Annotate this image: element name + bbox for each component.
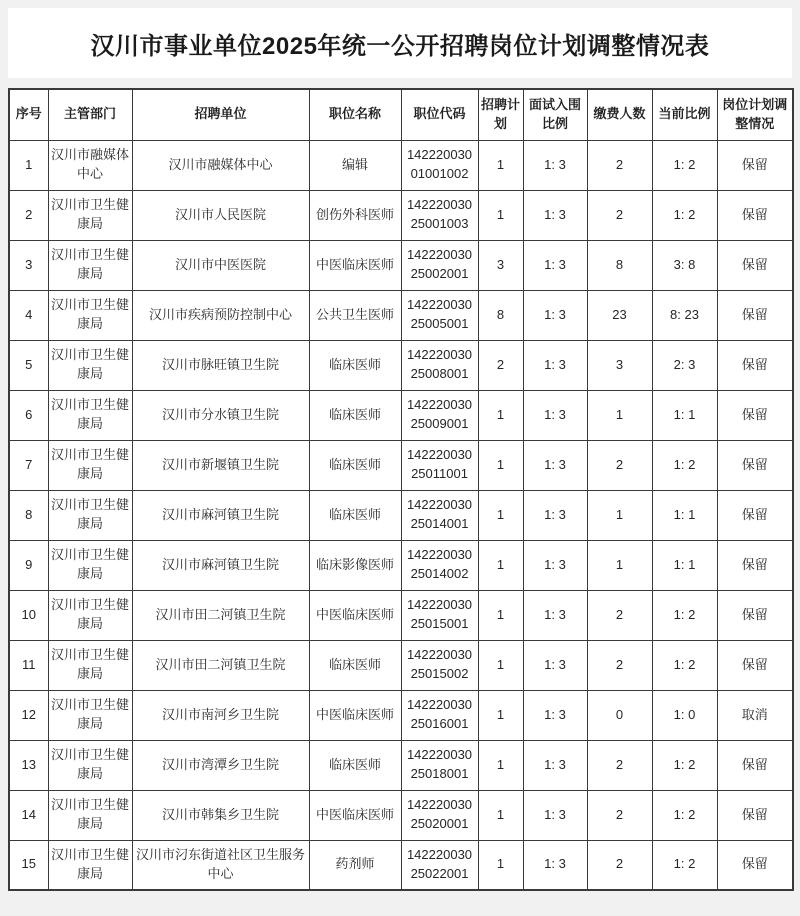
cell-dept: 汉川市融媒体中心	[48, 140, 132, 190]
cell-unit: 汉川市韩集乡卫生院	[132, 790, 309, 840]
cell-paid_count: 2	[587, 590, 652, 640]
cell-dept: 汉川市卫生健康局	[48, 340, 132, 390]
table-row	[9, 840, 793, 890]
cell-index: 10	[9, 590, 48, 640]
cell-code: 14222003025009001	[401, 390, 478, 440]
cell-adjustment: 保留	[717, 740, 793, 790]
cell-paid_count: 1	[587, 540, 652, 590]
cell-adjustment: 保留	[717, 790, 793, 840]
cell-position: 药剂师	[309, 840, 401, 890]
cell-adjustment: 保留	[717, 340, 793, 390]
cell-code: 14222003025011001	[401, 440, 478, 490]
cell-code: 14222003001001002	[401, 140, 478, 190]
cell-current_ratio: 1: 2	[652, 140, 717, 190]
table-row	[9, 190, 793, 240]
cell-interview_ratio: 1: 3	[523, 140, 587, 190]
cell-code: 14222003025015002	[401, 640, 478, 690]
cell-index: 5	[9, 340, 48, 390]
col-header-current-ratio: 当前比例	[652, 89, 717, 140]
cell-plan: 3	[478, 240, 523, 290]
cell-unit: 汉川市人民医院	[132, 190, 309, 240]
cell-dept: 汉川市卫生健康局	[48, 190, 132, 240]
cell-plan: 1	[478, 490, 523, 540]
cell-interview_ratio: 1: 3	[523, 490, 587, 540]
cell-unit: 汉川市麻河镇卫生院	[132, 540, 309, 590]
cell-dept: 汉川市卫生健康局	[48, 840, 132, 890]
cell-plan: 1	[478, 390, 523, 440]
cell-unit: 汉川市脉旺镇卫生院	[132, 340, 309, 390]
table-row	[9, 690, 793, 740]
cell-index: 11	[9, 640, 48, 690]
cell-dept: 汉川市卫生健康局	[48, 390, 132, 440]
cell-code: 14222003025005001	[401, 290, 478, 340]
table-row	[9, 640, 793, 690]
cell-plan: 1	[478, 440, 523, 490]
cell-index: 14	[9, 790, 48, 840]
cell-paid_count: 2	[587, 190, 652, 240]
table-row	[9, 740, 793, 790]
cell-position: 临床医师	[309, 740, 401, 790]
cell-current_ratio: 1: 1	[652, 540, 717, 590]
cell-interview_ratio: 1: 3	[523, 390, 587, 440]
col-header-plan: 招聘计划	[478, 89, 523, 140]
cell-plan: 8	[478, 290, 523, 340]
cell-position: 中医临床医师	[309, 790, 401, 840]
cell-interview_ratio: 1: 3	[523, 840, 587, 890]
recruitment-table	[8, 88, 794, 891]
cell-position: 创伤外科医师	[309, 190, 401, 240]
cell-paid_count: 2	[587, 440, 652, 490]
cell-plan: 1	[478, 140, 523, 190]
cell-code: 14222003025020001	[401, 790, 478, 840]
cell-code: 14222003025014001	[401, 490, 478, 540]
cell-plan: 1	[478, 690, 523, 740]
cell-position: 中医临床医师	[309, 240, 401, 290]
cell-current_ratio: 1: 2	[652, 740, 717, 790]
cell-unit: 汉川市田二河镇卫生院	[132, 590, 309, 640]
cell-unit: 汉川市湾潭乡卫生院	[132, 740, 309, 790]
cell-code: 14222003025015001	[401, 590, 478, 640]
cell-adjustment: 保留	[717, 640, 793, 690]
cell-code: 14222003025018001	[401, 740, 478, 790]
cell-interview_ratio: 1: 3	[523, 240, 587, 290]
cell-unit: 汉川市新堰镇卫生院	[132, 440, 309, 490]
cell-index: 12	[9, 690, 48, 740]
cell-paid_count: 1	[587, 390, 652, 440]
cell-adjustment: 保留	[717, 290, 793, 340]
cell-paid_count: 23	[587, 290, 652, 340]
cell-interview_ratio: 1: 3	[523, 440, 587, 490]
cell-current_ratio: 1: 1	[652, 490, 717, 540]
cell-dept: 汉川市卫生健康局	[48, 490, 132, 540]
table-row	[9, 140, 793, 190]
cell-adjustment: 保留	[717, 190, 793, 240]
col-header-paid-count: 缴费人数	[587, 89, 652, 140]
table-row	[9, 290, 793, 340]
cell-dept: 汉川市卫生健康局	[48, 740, 132, 790]
table-row	[9, 490, 793, 540]
cell-paid_count: 2	[587, 790, 652, 840]
cell-position: 临床医师	[309, 340, 401, 390]
cell-dept: 汉川市卫生健康局	[48, 790, 132, 840]
cell-adjustment: 保留	[717, 240, 793, 290]
cell-plan: 1	[478, 640, 523, 690]
col-header-unit: 招聘单位	[132, 89, 309, 140]
col-header-interview-ratio: 面试入围比例	[523, 89, 587, 140]
cell-code: 14222003025002001	[401, 240, 478, 290]
cell-adjustment: 保留	[717, 140, 793, 190]
table-header	[9, 89, 793, 140]
col-header-code: 职位代码	[401, 89, 478, 140]
cell-index: 1	[9, 140, 48, 190]
col-header-adjustment: 岗位计划调整情况	[717, 89, 793, 140]
cell-position: 公共卫生医师	[309, 290, 401, 340]
col-header-index: 序号	[9, 89, 48, 140]
cell-unit: 汉川市分水镇卫生院	[132, 390, 309, 440]
cell-unit: 汉川市田二河镇卫生院	[132, 640, 309, 690]
cell-current_ratio: 1: 2	[652, 190, 717, 240]
cell-index: 3	[9, 240, 48, 290]
cell-interview_ratio: 1: 3	[523, 690, 587, 740]
cell-plan: 1	[478, 840, 523, 890]
cell-index: 9	[9, 540, 48, 590]
cell-dept: 汉川市卫生健康局	[48, 590, 132, 640]
cell-plan: 1	[478, 590, 523, 640]
cell-unit: 汉川市麻河镇卫生院	[132, 490, 309, 540]
cell-plan: 1	[478, 740, 523, 790]
cell-paid_count: 2	[587, 740, 652, 790]
cell-dept: 汉川市卫生健康局	[48, 540, 132, 590]
cell-paid_count: 8	[587, 240, 652, 290]
cell-unit: 汉川市汈东街道社区卫生服务中心	[132, 840, 309, 890]
cell-interview_ratio: 1: 3	[523, 540, 587, 590]
cell-position: 临床医师	[309, 390, 401, 440]
cell-current_ratio: 1: 2	[652, 640, 717, 690]
cell-adjustment: 保留	[717, 840, 793, 890]
cell-unit: 汉川市融媒体中心	[132, 140, 309, 190]
cell-adjustment: 保留	[717, 490, 793, 540]
cell-code: 14222003025001003	[401, 190, 478, 240]
cell-unit: 汉川市疾病预防控制中心	[132, 290, 309, 340]
cell-current_ratio: 1: 2	[652, 440, 717, 490]
cell-plan: 1	[478, 790, 523, 840]
cell-interview_ratio: 1: 3	[523, 790, 587, 840]
cell-code: 14222003025016001	[401, 690, 478, 740]
cell-current_ratio: 1: 2	[652, 790, 717, 840]
cell-index: 4	[9, 290, 48, 340]
cell-dept: 汉川市卫生健康局	[48, 290, 132, 340]
cell-interview_ratio: 1: 3	[523, 640, 587, 690]
col-header-dept: 主管部门	[48, 89, 132, 140]
cell-unit: 汉川市中医医院	[132, 240, 309, 290]
cell-position: 中医临床医师	[309, 590, 401, 640]
cell-plan: 2	[478, 340, 523, 390]
cell-current_ratio: 2: 3	[652, 340, 717, 390]
cell-current_ratio: 1: 2	[652, 840, 717, 890]
cell-interview_ratio: 1: 3	[523, 590, 587, 640]
cell-position: 编辑	[309, 140, 401, 190]
table-row	[9, 390, 793, 440]
cell-dept: 汉川市卫生健康局	[48, 440, 132, 490]
cell-current_ratio: 1: 1	[652, 390, 717, 440]
cell-paid_count: 3	[587, 340, 652, 390]
cell-plan: 1	[478, 540, 523, 590]
cell-current_ratio: 1: 0	[652, 690, 717, 740]
cell-index: 7	[9, 440, 48, 490]
cell-index: 13	[9, 740, 48, 790]
cell-index: 2	[9, 190, 48, 240]
cell-interview_ratio: 1: 3	[523, 340, 587, 390]
cell-adjustment: 保留	[717, 390, 793, 440]
cell-index: 8	[9, 490, 48, 540]
cell-code: 14222003025008001	[401, 340, 478, 390]
table-row	[9, 240, 793, 290]
cell-interview_ratio: 1: 3	[523, 190, 587, 240]
cell-position: 临床医师	[309, 640, 401, 690]
header-row	[9, 89, 793, 140]
cell-paid_count: 2	[587, 840, 652, 890]
table-body	[9, 140, 793, 890]
cell-paid_count: 1	[587, 490, 652, 540]
cell-paid_count: 2	[587, 640, 652, 690]
table-row	[9, 340, 793, 390]
cell-adjustment: 保留	[717, 590, 793, 640]
cell-current_ratio: 8: 23	[652, 290, 717, 340]
cell-adjustment: 保留	[717, 540, 793, 590]
cell-position: 临床医师	[309, 440, 401, 490]
cell-interview_ratio: 1: 3	[523, 290, 587, 340]
cell-position: 临床医师	[309, 490, 401, 540]
col-header-position: 职位名称	[309, 89, 401, 140]
table-row	[9, 440, 793, 490]
table-row	[9, 590, 793, 640]
cell-interview_ratio: 1: 3	[523, 740, 587, 790]
cell-dept: 汉川市卫生健康局	[48, 240, 132, 290]
table-row	[9, 790, 793, 840]
cell-paid_count: 2	[587, 140, 652, 190]
cell-index: 6	[9, 390, 48, 440]
cell-code: 14222003025014002	[401, 540, 478, 590]
cell-index: 15	[9, 840, 48, 890]
cell-plan: 1	[478, 190, 523, 240]
cell-current_ratio: 1: 2	[652, 590, 717, 640]
cell-code: 14222003025022001	[401, 840, 478, 890]
cell-current_ratio: 3: 8	[652, 240, 717, 290]
cell-unit: 汉川市南河乡卫生院	[132, 690, 309, 740]
cell-position: 临床影像医师	[309, 540, 401, 590]
cell-dept: 汉川市卫生健康局	[48, 640, 132, 690]
page-title: 汉川市事业单位2025年统一公开招聘岗位计划调整情况表	[8, 8, 792, 78]
cell-adjustment: 保留	[717, 440, 793, 490]
cell-position: 中医临床医师	[309, 690, 401, 740]
table-row	[9, 540, 793, 590]
cell-adjustment: 取消	[717, 690, 793, 740]
cell-dept: 汉川市卫生健康局	[48, 690, 132, 740]
cell-paid_count: 0	[587, 690, 652, 740]
